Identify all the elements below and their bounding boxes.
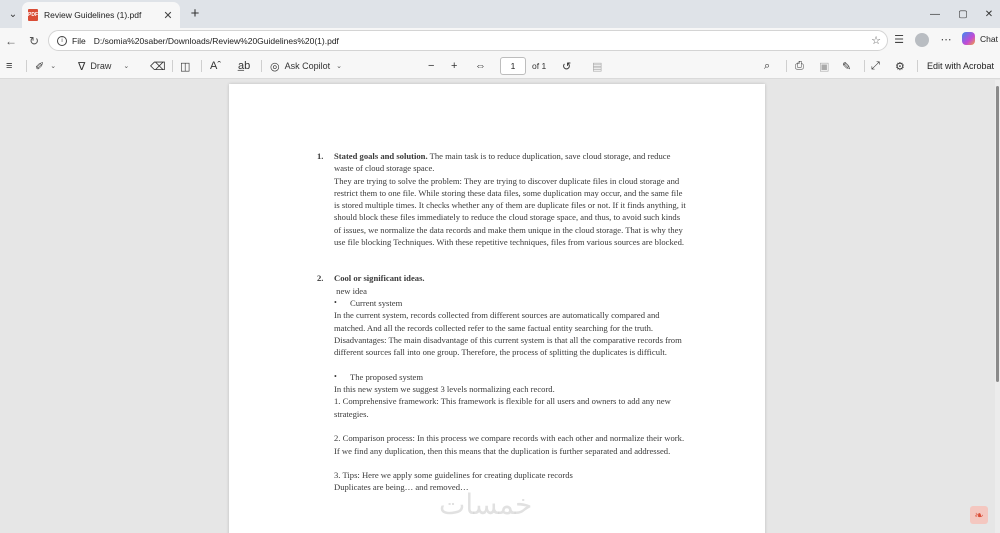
chevron-down-icon: ⌄ <box>123 63 130 70</box>
pdf-icon: PDF <box>28 9 38 21</box>
refresh-icon[interactable]: ↻ <box>28 34 40 48</box>
scrollbar-thumb[interactable] <box>996 86 999 382</box>
toolbar-divider <box>786 60 787 72</box>
translate-icon[interactable]: a̲b <box>238 60 251 72</box>
item-number: 1. <box>317 151 324 161</box>
back-arrow-icon[interactable]: ← <box>5 34 17 48</box>
bullet-item: • The proposed system <box>317 371 687 383</box>
item-text <box>334 150 687 175</box>
toolbar-divider <box>864 60 865 72</box>
zoom-out-icon[interactable]: − <box>428 60 435 72</box>
copilot-chat-label: Chat <box>980 33 998 44</box>
contents-list-icon[interactable]: ≡ <box>6 60 13 72</box>
highlighter-icon: ✐ <box>35 60 45 73</box>
ask-copilot-label: Ask Copilot <box>284 61 331 71</box>
item-heading: Stated goals and solution. <box>334 151 428 161</box>
minimize-icon[interactable]: — <box>930 8 940 20</box>
spacer <box>317 248 687 272</box>
tab-title: Review Guidelines (1).pdf <box>44 10 142 20</box>
acrobat-logo-icon[interactable]: ❧ <box>970 506 988 524</box>
save-icon[interactable]: ▣ <box>819 60 830 73</box>
toolbar-divider <box>917 60 918 72</box>
zoom-in-icon[interactable]: + <box>451 60 458 72</box>
item-heading: Cool or significant ideas. <box>334 273 425 284</box>
file-chip: File <box>72 35 86 46</box>
pdf-toolbar <box>0 53 1000 79</box>
copilot-chat-button[interactable] <box>962 32 998 45</box>
address-row <box>0 28 1000 53</box>
paragraph: In this new system we suggest 3 levels normalizing each record. <box>334 384 555 395</box>
page-number-input[interactable]: 1 <box>500 57 526 75</box>
spacer <box>317 420 687 432</box>
new-tab-plus-icon[interactable]: + <box>190 4 200 22</box>
list-item <box>317 272 687 284</box>
paragraph: 2. Comparison process: In this process we compare records with each other and normalize their work. If we find any duplication, then this means that the duplication is further separated and addressed. <box>334 433 685 456</box>
paragraph: 3. Tips: Here we apply some guidelines for creating duplicate records <box>334 470 573 481</box>
window-close-icon[interactable]: ✕ <box>984 8 994 20</box>
pdf-page <box>229 84 765 533</box>
eraser-icon[interactable]: ⌫ <box>150 60 166 73</box>
fit-page-icon[interactable]: ⇔ <box>475 60 486 72</box>
search-icon[interactable]: ⌕ <box>764 59 771 72</box>
tab-review-guidelines[interactable] <box>22 2 180 28</box>
close-icon[interactable]: ✕ <box>163 9 173 22</box>
item-intro: The main task is to reduce duplication, save cloud storage, and reduce waste of cloud storage space. <box>334 151 671 174</box>
pen-icon: ∇ <box>78 60 86 73</box>
favorites-icon[interactable]: ☰ <box>894 33 904 46</box>
rotate-icon[interactable]: ↺ <box>562 60 572 73</box>
toolbar-divider <box>261 60 262 72</box>
bullet-item: • Current system <box>317 297 687 309</box>
paragraph: new idea <box>334 285 367 296</box>
favorite-star-icon[interactable]: ☆ <box>871 35 881 47</box>
avatar[interactable] <box>915 33 929 47</box>
toolbar-divider <box>26 60 27 72</box>
two-page-icon[interactable]: ▤ <box>592 60 603 73</box>
info-icon[interactable]: i <box>57 36 67 46</box>
gear-icon[interactable]: ⚙ <box>895 60 905 73</box>
toolbar-divider <box>172 60 173 72</box>
paragraph: In the current system, records collected from different sources are automatically compared and matched. And all the records collected refer to the same factual entity searching for the truth. <box>334 310 660 333</box>
watermark: خمسات <box>439 488 533 521</box>
more-dots-icon[interactable]: ⋯ <box>940 33 952 46</box>
toolbar-divider <box>201 60 202 72</box>
maximize-icon[interactable]: ▢ <box>958 8 968 20</box>
spacer <box>317 358 687 370</box>
url-text[interactable]: D:/somia%20saber/Downloads/Review%20Guidelines%20(1).pdf <box>93 35 339 46</box>
paragraph: They are trying to solve the problem: They are trying to discover duplicate files in cloud storage and restrict them to one file. While storing these data files, some duplication may occur, and the same file is stored multiple times. It checks whether any of them are duplicate files or not. If it finds anything, it should block these files immediately to reduce the cloud storage space, and thus, to avoid such kinds of issues, we normalize the data records and make them unique in the cloud storage. That is why they use file blocking Techniques. With these repetitive techniques, files from various sources are blocked. <box>334 175 686 248</box>
highlight-button[interactable] <box>35 58 56 74</box>
list-item <box>317 150 687 175</box>
paragraph: Disadvantages: The main disadvantage of this current system is that all the comparative records from different sources fall into one group. Therefore, the process of splitting the duplicates is difficult. <box>334 334 682 358</box>
address-bar[interactable] <box>48 30 888 51</box>
draw-button[interactable] <box>78 58 129 74</box>
document-body <box>317 150 687 494</box>
spacer <box>317 457 687 469</box>
chevron-down-icon: ⌄ <box>50 63 57 70</box>
edit-with-acrobat-button[interactable]: Edit with Acrobat <box>927 61 995 71</box>
page-view-icon[interactable]: ◫ <box>180 60 191 73</box>
page-count: of 1 <box>532 61 547 71</box>
fullscreen-icon[interactable]: ⤢ <box>871 59 880 72</box>
pdf-viewer[interactable] <box>0 80 1000 533</box>
tab-strip <box>0 0 1000 28</box>
copilot-icon <box>962 32 975 45</box>
tab-actions-chevron-icon[interactable]: ⌄ <box>8 8 18 20</box>
copilot-outline-icon: ◎ <box>270 60 280 73</box>
paragraph: 1. Comprehensive framework: This framework is flexible for all users and owners to add any new strategies. <box>334 396 671 419</box>
draw-label: Draw <box>90 61 112 71</box>
item-number: 2. <box>317 273 324 284</box>
chevron-down-icon: ⌄ <box>336 63 343 70</box>
print-icon[interactable]: ⎙ <box>795 59 804 72</box>
save-as-icon[interactable]: ✎ <box>842 60 852 73</box>
read-aloud-icon[interactable]: Aˆ <box>210 60 221 72</box>
ask-copilot-button[interactable] <box>270 58 342 74</box>
paragraph: Duplicates are being… and removed… <box>334 482 469 493</box>
